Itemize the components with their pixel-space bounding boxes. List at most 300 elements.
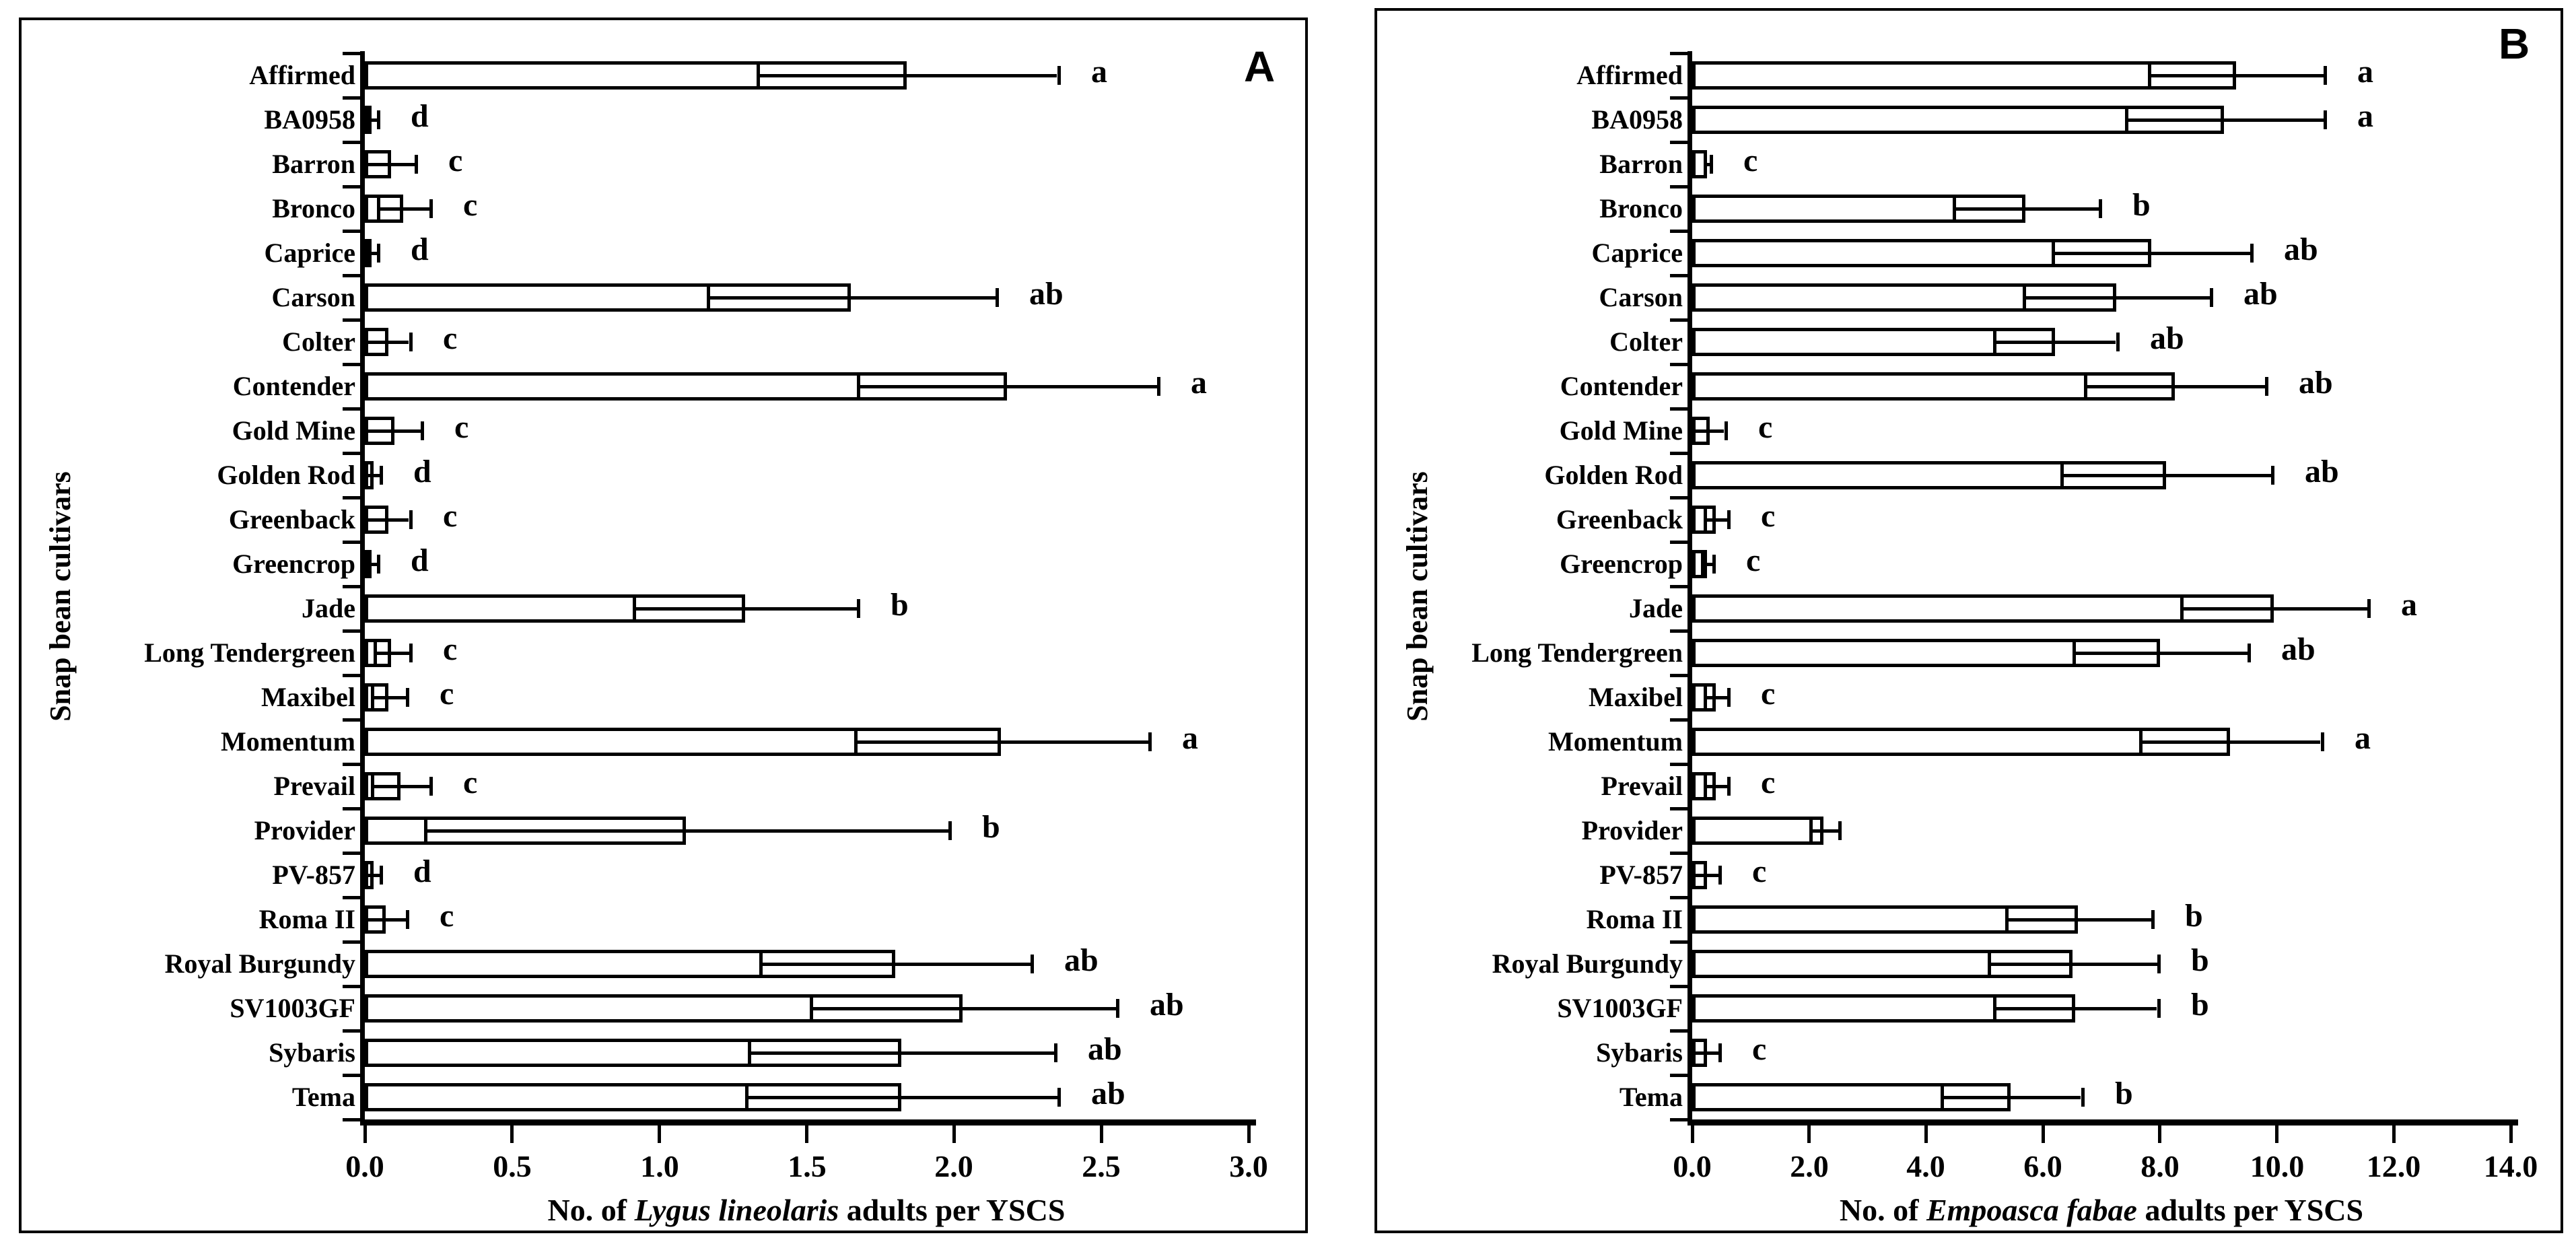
- error-bar-line: [2148, 74, 2324, 77]
- significance-letter: c: [1752, 854, 1767, 889]
- panel-letter: A: [1244, 42, 1276, 91]
- error-bar-right-cap: [2157, 955, 2161, 973]
- y-axis-tick: [343, 452, 360, 455]
- y-axis-tick: [343, 541, 360, 544]
- y-axis-tick: [343, 896, 360, 899]
- category-label: Carson: [271, 282, 355, 312]
- x-tick-label: 0.0: [1673, 1149, 1712, 1183]
- category-label: Royal Burgundy: [1492, 948, 1683, 979]
- y-axis-tick: [1670, 763, 1687, 766]
- y-axis-tick: [343, 852, 360, 855]
- x-tick-label: 6.0: [2023, 1149, 2062, 1183]
- error-bar-right-cap: [380, 466, 383, 485]
- x-axis-tick: [1924, 1126, 1928, 1143]
- error-bar-line: [857, 385, 1157, 388]
- y-axis-tick: [1670, 1029, 1687, 1033]
- category-label: Long Tendergreen: [144, 637, 355, 668]
- y-axis-line: [360, 51, 365, 1126]
- error-bar-right-cap: [2265, 377, 2268, 396]
- category-label: Colter: [1609, 326, 1683, 357]
- error-bar-line: [1953, 207, 2099, 211]
- error-bar-line: [377, 207, 430, 211]
- error-bar-left-cap: [2125, 106, 2128, 134]
- x-axis-tick: [2392, 1126, 2396, 1143]
- significance-letter: a: [2401, 587, 2417, 623]
- error-bar-left-cap: [1701, 550, 1704, 578]
- significance-letter: a: [1182, 720, 1198, 756]
- x-axis-line: [360, 1119, 1256, 1126]
- error-bar-right-cap: [2324, 66, 2327, 85]
- error-bar-left-cap: [1941, 1083, 1944, 1111]
- error-bar-line: [374, 652, 409, 655]
- y-axis-tick: [1670, 230, 1687, 233]
- error-bar-line: [365, 252, 377, 255]
- panel-letter: B: [2499, 20, 2530, 68]
- significance-letter: ab: [1029, 276, 1064, 312]
- error-bar-line: [424, 829, 948, 833]
- error-bar-right-cap: [1057, 66, 1061, 85]
- y-axis-tick: [1670, 541, 1687, 544]
- error-bar-right-cap: [1718, 866, 1722, 885]
- error-bar-line: [368, 874, 380, 877]
- significance-letter: c: [1743, 143, 1758, 178]
- error-bar-right-cap: [406, 688, 409, 707]
- significance-letter: c: [443, 498, 458, 534]
- category-label: Greenback: [1556, 504, 1683, 534]
- significance-letter: ab: [2305, 454, 2339, 489]
- significance-letter: c: [454, 409, 469, 445]
- category-label: Provider: [254, 815, 355, 845]
- error-bar-right-cap: [1727, 777, 1731, 796]
- x-tick-label: 0.5: [493, 1149, 532, 1183]
- error-bar-line: [2125, 118, 2324, 122]
- significance-letter: c: [1746, 543, 1761, 578]
- error-bar-line: [1993, 1007, 2157, 1010]
- significance-letter: b: [2191, 942, 2209, 978]
- y-axis-title: Snap bean cultivars: [1401, 471, 1434, 722]
- y-axis-tick: [1670, 674, 1687, 677]
- y-axis-tick: [343, 407, 360, 411]
- error-bar-left-cap: [374, 639, 377, 667]
- error-bar-right-cap: [2157, 999, 2161, 1018]
- significance-letter: ab: [2281, 631, 2316, 667]
- error-bar-right-cap: [1838, 821, 1842, 840]
- x-axis-tick: [2042, 1126, 2045, 1143]
- x-axis-tick: [2509, 1126, 2513, 1143]
- significance-letter: c: [1761, 765, 1776, 800]
- error-bar-right-cap: [1727, 688, 1731, 707]
- significance-letter: c: [440, 898, 454, 934]
- y-axis-tick: [343, 496, 360, 499]
- x-tick-label: 3.0: [1229, 1149, 1268, 1183]
- error-bar-left-cap: [1988, 950, 1991, 978]
- category-label: Gold Mine: [1559, 415, 1683, 446]
- y-axis-tick: [343, 807, 360, 810]
- y-axis-tick: [1670, 852, 1687, 855]
- error-bar-line: [1809, 829, 1838, 833]
- category-label: Maxibel: [261, 682, 355, 712]
- error-bar-right-cap: [2099, 199, 2102, 218]
- error-bar-right-cap: [429, 777, 433, 796]
- error-bar-right-cap: [2081, 1088, 2085, 1107]
- category-label: Bronco: [272, 193, 355, 223]
- category-label: Contender: [232, 371, 355, 401]
- y-axis-tick: [1670, 318, 1687, 322]
- category-label: PV-857: [1599, 860, 1683, 890]
- error-bar-left-cap: [1704, 506, 1707, 534]
- x-axis-tick: [1691, 1126, 1694, 1143]
- error-bar-right-cap: [415, 155, 418, 174]
- error-bar-line: [368, 429, 421, 433]
- x-axis-tick: [363, 1126, 367, 1143]
- significance-letter: b: [2185, 898, 2203, 934]
- error-bar-left-cap: [1993, 328, 1996, 356]
- x-axis-tick: [510, 1126, 514, 1143]
- significance-letter: ab: [2243, 276, 2278, 312]
- error-bar-line: [810, 1007, 1116, 1010]
- error-bar-line: [2023, 296, 2210, 300]
- x-title-species-name: Lygus lineolaris: [634, 1193, 839, 1227]
- category-label: Momentum: [221, 726, 355, 757]
- significance-letter: b: [2115, 1076, 2133, 1111]
- category-label: Barron: [272, 149, 355, 179]
- error-bar-right-cap: [2367, 599, 2371, 618]
- significance-letter: c: [443, 320, 458, 356]
- error-bar-left-cap: [745, 1083, 749, 1111]
- x-axis-tick: [805, 1126, 808, 1143]
- y-axis-tick: [343, 1118, 360, 1121]
- x-tick-label: 0.0: [345, 1149, 384, 1183]
- significance-letter: b: [982, 809, 1000, 845]
- significance-letter: c: [1761, 498, 1776, 534]
- error-bar-left-cap: [377, 195, 380, 223]
- y-axis-tick: [1670, 896, 1687, 899]
- error-bar-right-cap: [2324, 110, 2327, 129]
- significance-letter: a: [1191, 365, 1207, 401]
- error-bar-right-cap: [409, 333, 413, 351]
- error-bar-line: [748, 1051, 1054, 1055]
- significance-letter: d: [413, 454, 431, 489]
- error-bar-right-cap: [409, 510, 413, 529]
- error-bar-right-cap: [2271, 466, 2274, 485]
- error-bar-left-cap: [810, 994, 813, 1023]
- x-tick-label: 12.0: [2366, 1149, 2421, 1183]
- y-axis-tick: [343, 1074, 360, 1077]
- x-axis-tick: [658, 1126, 661, 1143]
- y-axis-tick: [343, 52, 360, 55]
- x-title-suffix: adults per YSCS: [839, 1193, 1066, 1227]
- x-tick-label: 8.0: [2140, 1149, 2180, 1183]
- category-label: Barron: [1599, 149, 1683, 179]
- error-bar-right-cap: [948, 821, 952, 840]
- error-bar-right-cap: [2250, 244, 2254, 263]
- significance-letter: c: [1752, 1031, 1767, 1067]
- category-label: Carson: [1599, 282, 1683, 312]
- significance-letter: ab: [1150, 987, 1184, 1023]
- category-label: Golden Rod: [1544, 460, 1683, 490]
- x-axis-line: [1687, 1119, 2518, 1126]
- error-bar-line: [2084, 385, 2265, 388]
- x-axis-tick: [952, 1126, 956, 1143]
- category-label: Roma II: [258, 904, 355, 934]
- error-bar-right-cap: [377, 555, 380, 574]
- error-bar-left-cap: [757, 61, 760, 90]
- y-axis-tick: [343, 363, 360, 366]
- error-bar-left-cap: [2148, 61, 2151, 90]
- error-bar-right-cap: [2116, 333, 2120, 351]
- significance-letter: c: [1761, 676, 1776, 712]
- category-label: Affirmed: [249, 60, 355, 90]
- y-axis-tick: [343, 985, 360, 988]
- error-bar-line: [365, 563, 377, 566]
- error-bar-left-cap: [748, 1039, 751, 1067]
- error-bar-right-cap: [1727, 510, 1731, 529]
- x-tick-label: 2.0: [1790, 1149, 1829, 1183]
- error-bar-line: [1704, 696, 1727, 699]
- y-axis-line: [1687, 51, 1692, 1126]
- error-bar-line: [759, 963, 1031, 966]
- x-title-prefix: No. of: [1839, 1193, 1926, 1227]
- y-axis-tick: [343, 185, 360, 188]
- category-label: Tema: [291, 1082, 355, 1112]
- significance-letter: b: [2132, 187, 2151, 223]
- error-bar-line: [854, 740, 1149, 744]
- y-axis-tick: [1670, 940, 1687, 944]
- error-bar-left-cap: [2023, 283, 2026, 312]
- significance-letter: c: [443, 631, 458, 667]
- x-title-prefix: No. of: [547, 1193, 635, 1227]
- error-bar-left-cap: [1809, 817, 1813, 845]
- error-bar-left-cap: [759, 950, 763, 978]
- y-axis-tick: [1670, 1118, 1687, 1121]
- error-bar-right-cap: [406, 910, 409, 929]
- error-bar-left-cap: [2180, 594, 2184, 623]
- error-bar-line: [368, 474, 380, 477]
- significance-letter: b: [2191, 987, 2209, 1023]
- x-axis-tick: [1100, 1126, 1103, 1143]
- y-axis-tick: [343, 629, 360, 633]
- error-bar-right-cap: [1116, 999, 1119, 1018]
- error-bar-line: [757, 74, 1057, 77]
- category-label: SV1003GF: [230, 993, 355, 1023]
- y-axis-tick: [1670, 185, 1687, 188]
- error-bar-left-cap: [857, 372, 860, 401]
- x-tick-label: 4.0: [1906, 1149, 1945, 1183]
- y-axis-tick: [343, 674, 360, 677]
- error-bar-line: [1941, 1096, 2081, 1099]
- error-bar-left-cap: [1704, 772, 1707, 800]
- category-label: PV-857: [272, 860, 355, 890]
- y-axis-tick: [1670, 807, 1687, 810]
- significance-letter: ab: [2150, 320, 2184, 356]
- error-bar-line: [2005, 918, 2151, 922]
- error-bar-left-cap: [424, 817, 427, 845]
- error-bar-left-cap: [2073, 639, 2076, 667]
- x-axis-tick: [2158, 1126, 2161, 1143]
- error-bar-left-cap: [1993, 994, 1996, 1023]
- y-axis-tick: [343, 718, 360, 722]
- error-bar-right-cap: [1725, 421, 1728, 440]
- error-bar-line: [1695, 1051, 1718, 1055]
- error-bar-right-cap: [1057, 1088, 1061, 1107]
- error-bar-line: [1704, 785, 1727, 788]
- category-label: Contender: [1560, 371, 1683, 401]
- error-bar-line: [2052, 252, 2250, 255]
- category-label: Jade: [302, 593, 355, 623]
- error-bar-right-cap: [1148, 732, 1152, 751]
- error-bar-line: [365, 118, 377, 122]
- significance-letter: ab: [2284, 232, 2318, 267]
- significance-letter: a: [1091, 54, 1107, 90]
- error-bar-line: [2060, 474, 2271, 477]
- x-tick-label: 1.5: [788, 1149, 827, 1183]
- y-axis-tick: [343, 318, 360, 322]
- x-tick-label: 14.0: [2483, 1149, 2538, 1183]
- category-label: Provider: [1581, 815, 1683, 845]
- error-bar-line: [1695, 874, 1718, 877]
- y-axis-title: Snap bean cultivars: [44, 471, 77, 722]
- error-bar-left-cap: [633, 594, 636, 623]
- significance-letter: c: [1758, 409, 1773, 445]
- error-bar-line: [633, 607, 857, 611]
- error-bar-left-cap: [707, 283, 710, 312]
- error-bar-line: [371, 785, 430, 788]
- significance-letter: c: [448, 143, 463, 178]
- y-axis-tick: [343, 96, 360, 100]
- error-bar-left-cap: [371, 772, 374, 800]
- error-bar-left-cap: [1953, 195, 1956, 223]
- category-label: Long Tendergreen: [1471, 637, 1683, 668]
- error-bar-right-cap: [380, 866, 383, 885]
- error-bar-right-cap: [857, 599, 860, 618]
- y-axis-tick: [1670, 629, 1687, 633]
- error-bar-right-cap: [429, 199, 433, 218]
- error-bar-line: [371, 696, 407, 699]
- error-bar-right-cap: [421, 421, 424, 440]
- error-bar-right-cap: [377, 110, 380, 129]
- category-label: Prevail: [273, 771, 355, 801]
- y-axis-tick: [1670, 718, 1687, 722]
- category-label: Affirmed: [1576, 60, 1683, 90]
- category-label: Greenback: [228, 504, 355, 534]
- error-bar-right-cap: [1031, 955, 1034, 973]
- error-bar-line: [707, 296, 996, 300]
- y-axis-tick: [1670, 274, 1687, 277]
- category-label: Caprice: [264, 238, 355, 268]
- error-bar-left-cap: [1704, 150, 1707, 178]
- error-bar-line: [368, 341, 409, 344]
- error-bar-line: [2180, 607, 2367, 611]
- y-axis-tick: [1670, 363, 1687, 366]
- y-axis-tick: [1670, 585, 1687, 588]
- error-bar-line: [368, 518, 409, 522]
- significance-letter: d: [411, 543, 429, 578]
- x-tick-label: 10.0: [2250, 1149, 2305, 1183]
- y-axis-tick: [1670, 496, 1687, 499]
- significance-letter: ab: [2299, 365, 2333, 401]
- significance-letter: d: [411, 232, 429, 267]
- significance-letter: b: [891, 587, 909, 623]
- error-bar-left-cap: [2060, 461, 2064, 489]
- error-bar-line: [2073, 652, 2248, 655]
- error-bar-line: [1704, 518, 1727, 522]
- x-tick-label: 2.0: [934, 1149, 973, 1183]
- error-bar-line: [368, 163, 415, 166]
- error-bar-line: [1988, 963, 2157, 966]
- category-label: Jade: [1629, 593, 1683, 623]
- x-axis-tick: [2275, 1126, 2278, 1143]
- significance-letter: c: [440, 676, 454, 712]
- error-bar-left-cap: [2139, 728, 2143, 756]
- x-title-species-name: Empoasca fabae: [1926, 1193, 2137, 1227]
- significance-letter: ab: [1088, 1031, 1122, 1067]
- error-bar-left-cap: [2005, 905, 2009, 934]
- y-axis-tick: [343, 141, 360, 144]
- category-label: BA0958: [264, 104, 355, 135]
- y-axis-tick: [1670, 452, 1687, 455]
- error-bar-right-cap: [996, 288, 999, 307]
- error-bar-left-cap: [371, 683, 374, 712]
- error-bar-right-cap: [2210, 288, 2213, 307]
- category-label: Caprice: [1591, 238, 1683, 268]
- significance-letter: a: [2357, 54, 2373, 90]
- error-bar-right-cap: [2151, 910, 2155, 929]
- significance-letter: c: [463, 187, 478, 223]
- category-label: Tema: [1619, 1082, 1683, 1112]
- error-bar-line: [745, 1096, 1057, 1099]
- error-bar-left-cap: [854, 728, 858, 756]
- category-label: Prevail: [1601, 771, 1683, 801]
- y-axis-tick: [1670, 96, 1687, 100]
- error-bar-right-cap: [2248, 644, 2251, 662]
- error-bar-left-cap: [2084, 372, 2087, 401]
- significance-letter: a: [2357, 98, 2373, 134]
- x-axis-title: [1597, 1192, 2576, 1228]
- category-label: BA0958: [1591, 104, 1683, 135]
- x-axis-tick: [1247, 1126, 1251, 1143]
- category-label: Maxibel: [1589, 682, 1683, 712]
- category-label: Colter: [282, 326, 355, 357]
- category-label: Bronco: [1599, 193, 1683, 223]
- x-title-suffix: adults per YSCS: [2136, 1193, 2364, 1227]
- y-axis-tick: [343, 1029, 360, 1033]
- error-bar-left-cap: [1704, 683, 1707, 712]
- y-axis-tick: [343, 585, 360, 588]
- category-label: Gold Mine: [232, 415, 355, 446]
- error-bar-right-cap: [409, 644, 413, 662]
- bar-provider: [1692, 817, 1823, 845]
- significance-letter: ab: [1064, 942, 1099, 978]
- y-axis-tick: [343, 274, 360, 277]
- error-bar-right-cap: [1157, 377, 1160, 396]
- x-tick-label: 2.5: [1082, 1149, 1121, 1183]
- error-bar-left-cap: [2052, 239, 2055, 267]
- y-axis-tick: [343, 230, 360, 233]
- error-bar-right-cap: [377, 244, 380, 263]
- error-bar-line: [365, 918, 406, 922]
- significance-letter: d: [411, 98, 429, 134]
- y-axis-tick: [1670, 52, 1687, 55]
- x-axis-tick: [1807, 1126, 1811, 1143]
- category-label: Greencrop: [232, 549, 355, 579]
- y-axis-tick: [343, 940, 360, 944]
- significance-letter: d: [413, 854, 431, 889]
- error-bar-line: [2139, 740, 2320, 744]
- significance-letter: a: [2355, 720, 2371, 756]
- y-axis-tick: [1670, 985, 1687, 988]
- category-label: Sybaris: [1596, 1037, 1683, 1068]
- significance-letter: ab: [1091, 1076, 1125, 1111]
